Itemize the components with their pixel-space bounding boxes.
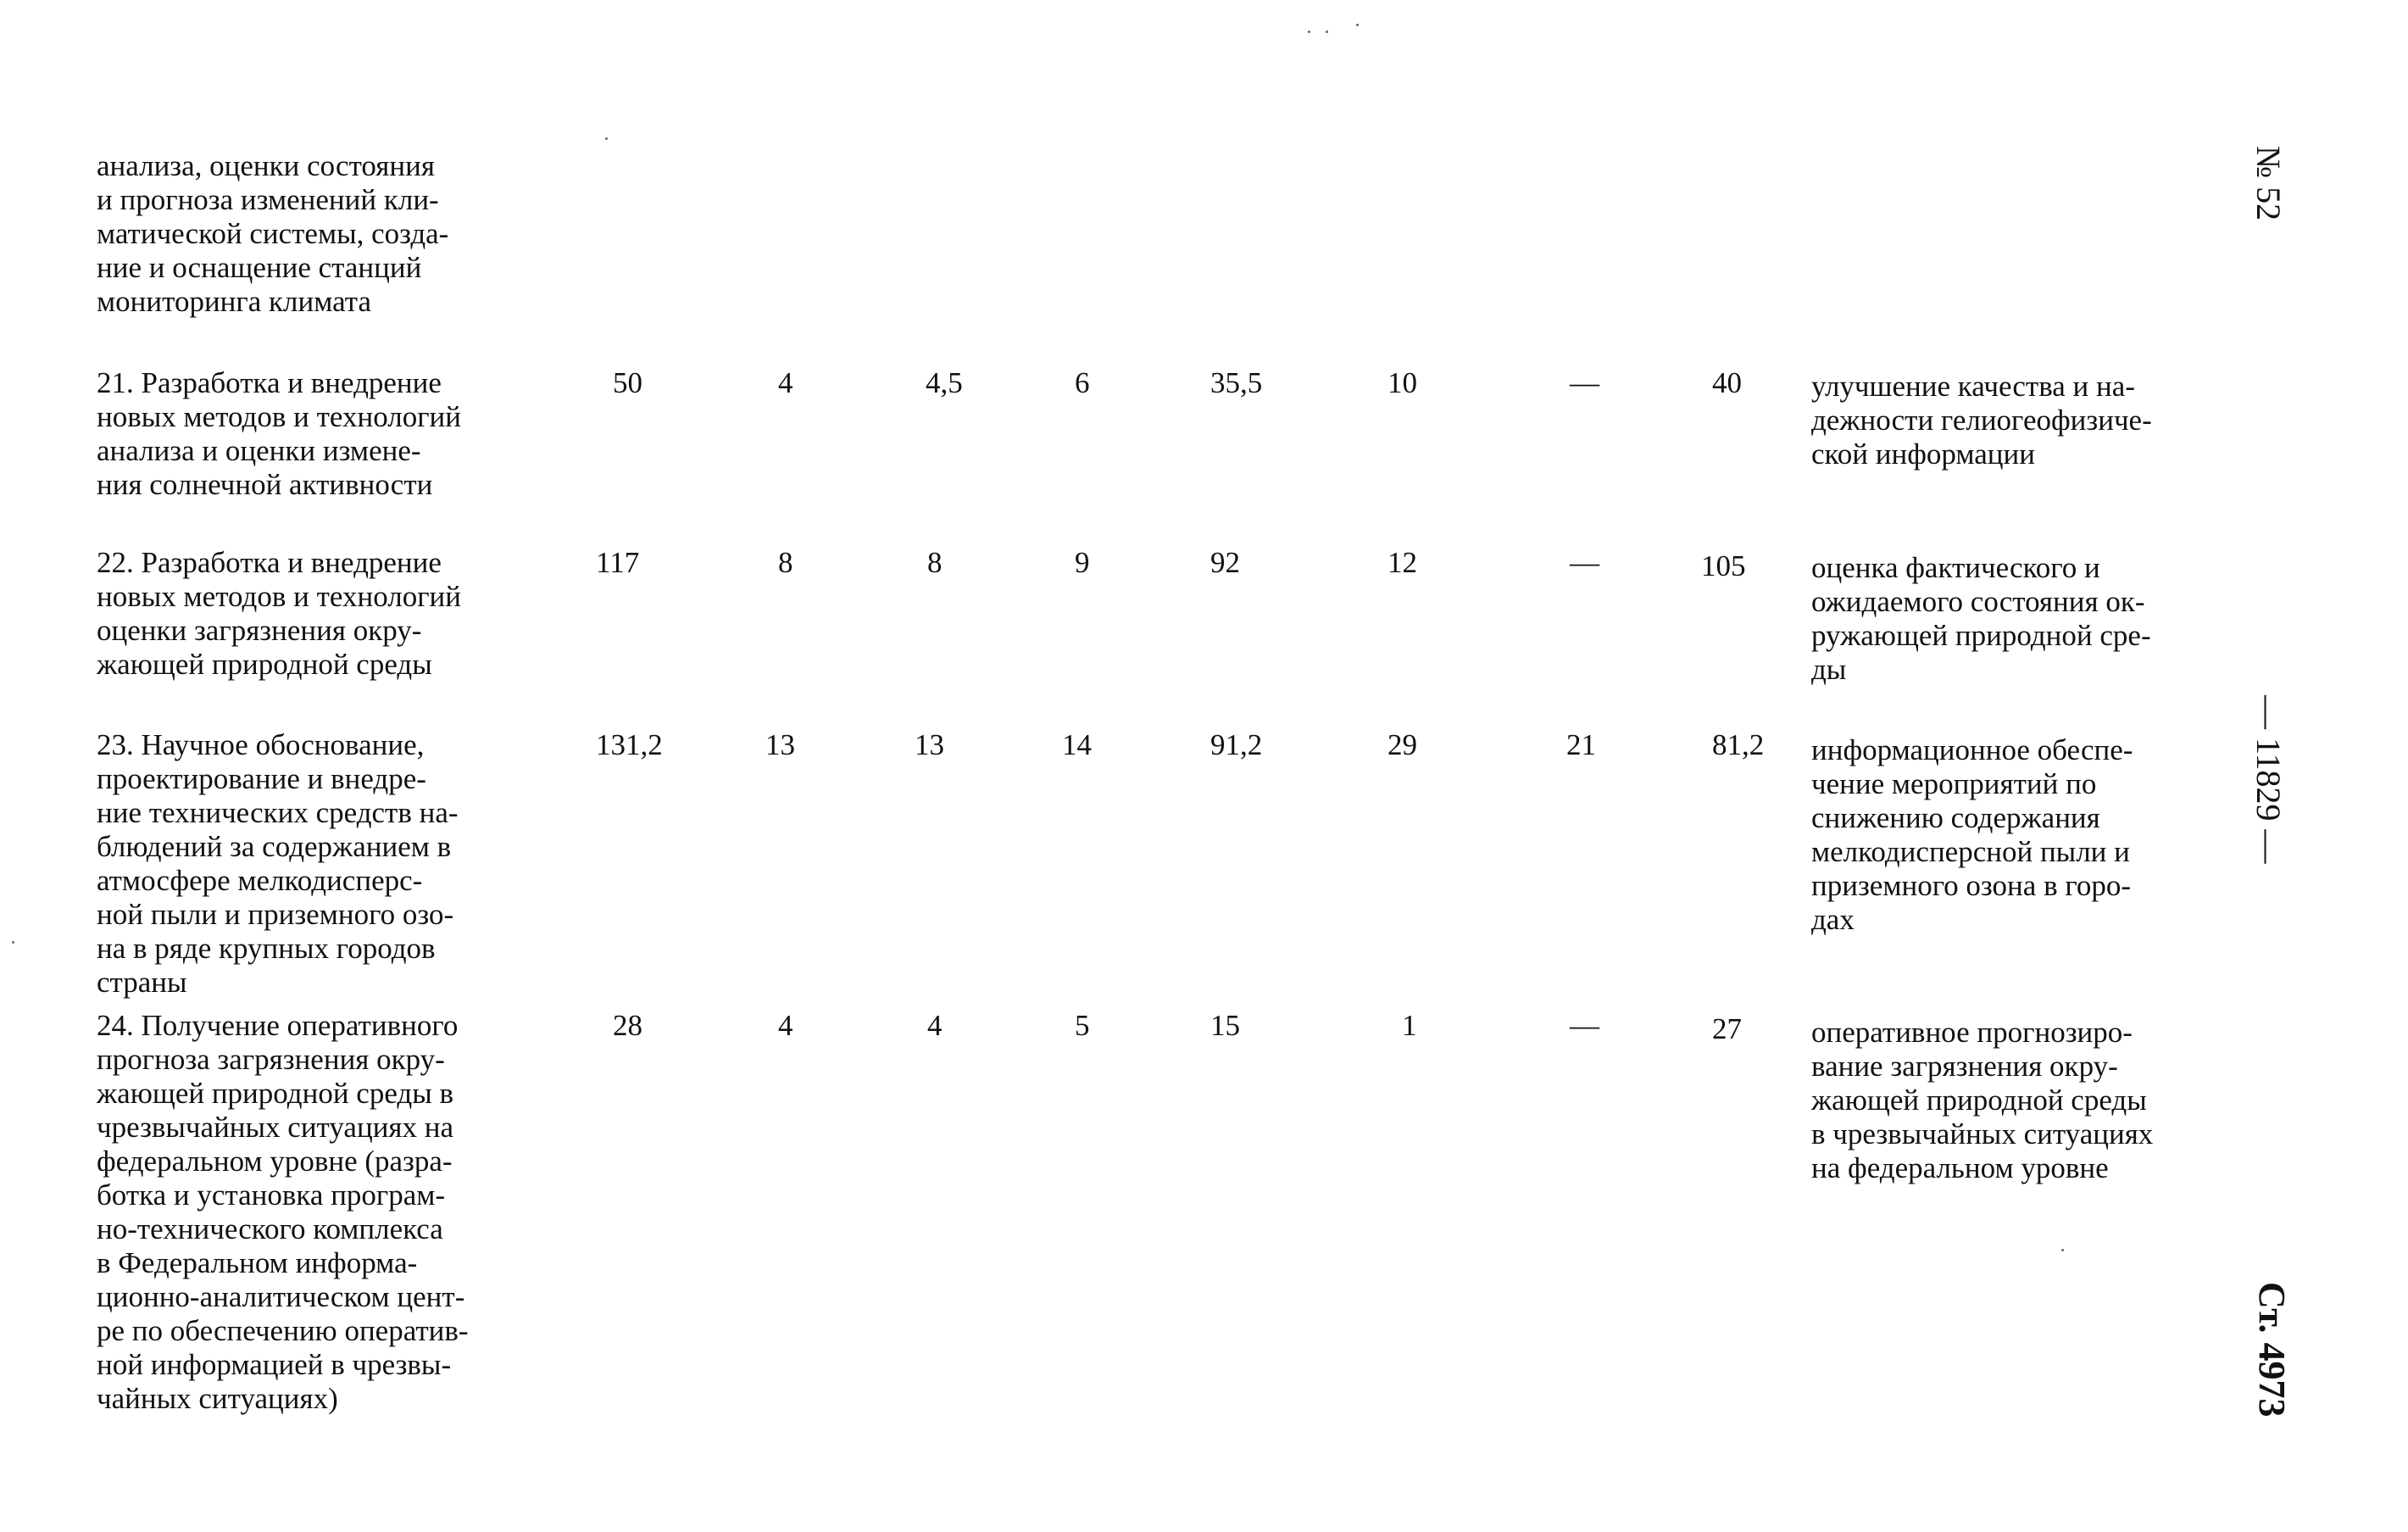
row-24-value-6: 1 (1402, 1009, 1417, 1042)
row-22-value-6: 12 (1388, 546, 1417, 579)
row-23-value-1: 131,2 (596, 728, 663, 761)
row-24-value-7: — (1570, 1009, 1599, 1042)
scan-speck (12, 941, 14, 944)
scan-speck (2061, 1249, 2064, 1251)
row-22-result: оценка фактического и ожидаемого состояния ок- ружающей природной сре- ды (1811, 551, 2151, 686)
row-23-value-8: 81,2 (1712, 728, 1765, 761)
row-22-description: 22. Разработка и внедрение новых методов и технологий оценки загрязнения окру- жающей природной среды (97, 546, 462, 681)
row-21-value-8: 40 (1712, 366, 1742, 399)
row-21-value-3: 4,5 (926, 366, 963, 399)
row-21-value-5: 35,5 (1210, 366, 1263, 399)
row-24-value-5: 15 (1210, 1009, 1240, 1042)
scan-speck (1308, 31, 1310, 33)
row-23-description: 23. Научное обоснование, проектирование и внедре- ние технических средств на- блюдений за содержанием в атмосфере мелкодисперс- ной пыли и приземного озо- на в ряде крупных городов страны (97, 728, 459, 999)
row-22-value-2: 8 (778, 546, 793, 579)
row-24-value-8: 27 (1712, 1012, 1742, 1045)
row-22-value-4: 9 (1075, 546, 1090, 579)
row-21-description: 21. Разработка и внедрение новых методов и технологий анализа и оценки измене- ния солнечной активности (97, 366, 462, 501)
row-24-description: 24. Получение оперативного прогноза загрязнения окру- жающей природной среды в чрезвычайных ситуациях на федеральном уровне (разра- ботка и установка програм- но-технического комплекса в Федеральном информа- ционно-аналитическом цент- ре по обеспечению оператив- ной информацией в чрезвы- чайных ситуациях) (97, 1009, 469, 1415)
row-23-value-7: 21 (1566, 728, 1596, 761)
row-21-result: улучшение качества и на- дежности гелиогеофизиче- ской информации (1811, 370, 2152, 471)
row-24-result: оперативное прогнозиро- вание загрязнения окру- жающей природной среды в чрезвычайных ситуациях на федеральном уровне (1811, 1016, 2154, 1184)
row-24-value-2: 4 (778, 1009, 793, 1042)
row-21-value-7: — (1570, 366, 1599, 399)
row-23-result: информационное обеспе- чение мероприятий по снижению содержания мелкодисперсной пыли и приземного озона в горо- дах (1811, 733, 2133, 936)
row-23-value-4: 14 (1062, 728, 1092, 761)
row-21-value-1: 50 (613, 366, 642, 399)
row-21-value-4: 6 (1075, 366, 1090, 399)
row-23-value-2: 13 (765, 728, 795, 761)
row-21-value-6: 10 (1388, 366, 1417, 399)
row-23-value-6: 29 (1388, 728, 1417, 761)
row-22-value-5: 92 (1210, 546, 1240, 579)
row-22-value-1: 117 (596, 546, 640, 579)
row-24-value-3: 4 (927, 1009, 943, 1042)
row-22-value-8: 105 (1701, 549, 1746, 582)
row-23-value-5: 91,2 (1210, 728, 1263, 761)
row-24-value-1: 28 (613, 1009, 642, 1042)
row-21-value-2: 4 (778, 366, 793, 399)
page-label: Ст. 4973 (2251, 1282, 2293, 1418)
row-22-value-3: 8 (927, 546, 943, 579)
row-fragment-description: анализа, оценки состояния и прогноза изменений кли- матической системы, созда- ние и оснащение станций мониторинга климата (97, 149, 449, 318)
issue-number: № 52 (2250, 146, 2288, 221)
row-23-value-3: 13 (915, 728, 944, 761)
document-number: — 11829 — (2250, 695, 2288, 864)
scan-speck (1356, 24, 1359, 26)
scan-speck (605, 137, 608, 140)
row-24-value-4: 5 (1075, 1009, 1090, 1042)
row-22-value-7: — (1570, 546, 1599, 579)
scan-speck (1326, 31, 1328, 33)
